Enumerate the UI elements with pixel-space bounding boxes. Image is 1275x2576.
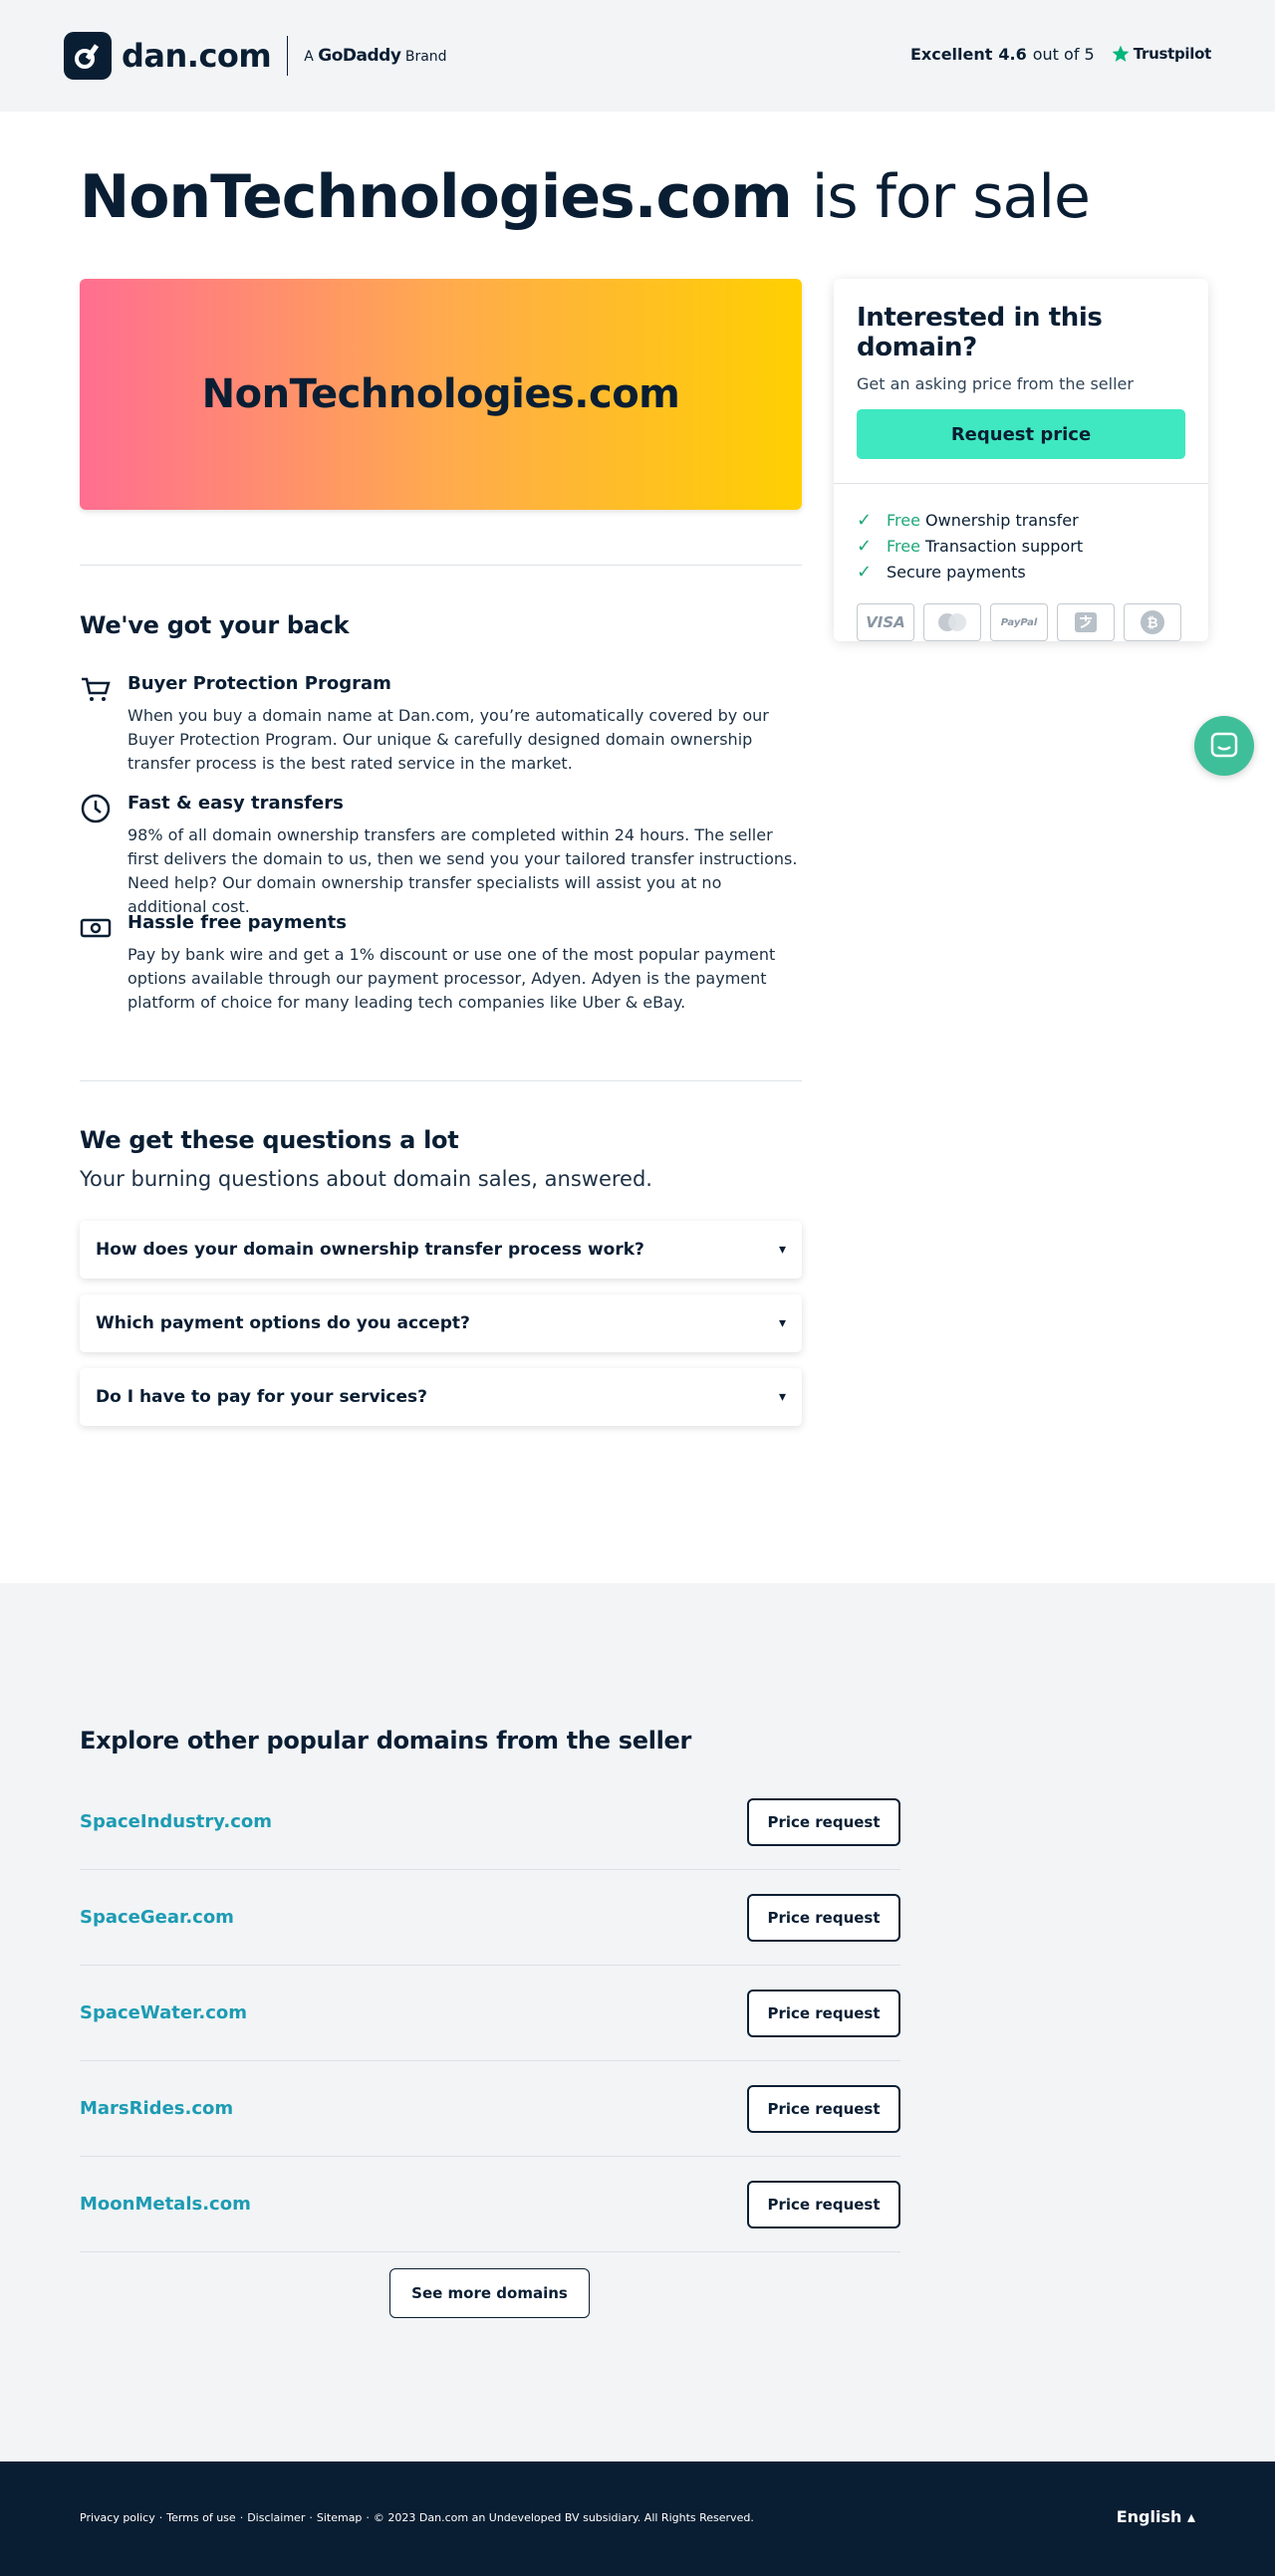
chevron-down-icon: ▾	[778, 1389, 786, 1405]
section-divider	[80, 565, 802, 566]
feature-text: Ownership transfer	[925, 511, 1079, 530]
trustpilot-rating[interactable]	[910, 44, 1211, 64]
chat-button[interactable]	[1194, 716, 1254, 776]
feature-hassle-free-payments	[80, 912, 802, 1015]
star-icon	[1111, 44, 1131, 64]
brand-name: GoDaddy	[318, 46, 401, 66]
godaddy-brand	[304, 46, 446, 66]
check-icon: ✓	[857, 562, 873, 583]
faq-item[interactable]	[80, 1294, 802, 1352]
price-request-button[interactable]: Price request	[747, 1894, 900, 1942]
price-request-button[interactable]: Price request	[747, 1990, 900, 2037]
feature-fast-transfers	[80, 793, 802, 919]
main-content	[0, 112, 1275, 1583]
see-more-domains-button[interactable]: See more domains	[389, 2268, 590, 2318]
domain-link[interactable]: SpaceWater.com	[80, 2002, 247, 2023]
banner-domain: NonTechnologies.com	[201, 371, 680, 417]
caret-up-icon: ▴	[1186, 2507, 1195, 2526]
trustpilot-logo	[1111, 44, 1211, 64]
faq-question: Which payment options do you accept?	[96, 1313, 470, 1333]
rating-label: Excellent	[909, 44, 993, 64]
domain-row	[80, 1966, 900, 2061]
title-domain: NonTechnologies.com	[80, 162, 792, 232]
copyright: © 2023 Dan.com an Undeveloped BV subsidiary. All Rights Reserved.	[373, 2511, 754, 2524]
brand-prefix: A	[304, 49, 314, 65]
cash-icon	[80, 912, 112, 944]
chevron-down-icon: ▾	[778, 1242, 786, 1258]
feature-title: Buyer Protection Program	[128, 673, 391, 694]
domain-link[interactable]: MarsRides.com	[80, 2098, 234, 2119]
feature-transaction-support	[857, 534, 1185, 560]
privacy-link[interactable]: Privacy policy	[80, 2511, 155, 2524]
explore-title: Explore other popular domains from the seller	[80, 1727, 692, 1755]
chevron-down-icon: ▾	[778, 1315, 786, 1331]
language-label: English	[1116, 2507, 1182, 2526]
feature-buyer-protection	[80, 673, 802, 776]
footer-links	[80, 2511, 754, 2524]
request-price-button[interactable]: Request price	[857, 409, 1185, 459]
trustpilot-text: Trustpilot	[1133, 45, 1211, 63]
feature-body: When you buy a domain name at Dan.com, you’re automatically covered by our Buyer Protection Program. Our unique & carefully designed domain ownership transfer process is the best rated service in the market.	[128, 706, 769, 773]
bitcoin-symbol: ₿	[1141, 610, 1164, 634]
section-divider	[80, 1080, 802, 1081]
logo-divider	[287, 36, 288, 76]
sitemap-link[interactable]: Sitemap	[316, 2511, 363, 2524]
card-features	[834, 484, 1208, 585]
site-header	[0, 0, 1275, 112]
title-suffix: is for sale	[811, 162, 1090, 232]
feature-text: Secure payments	[887, 563, 1026, 582]
alipay-icon	[1057, 603, 1115, 641]
faq-question: How does your domain ownership transfer process work?	[96, 1240, 644, 1260]
domain-row	[80, 1870, 900, 1966]
feature-body: Pay by bank wire and get a 1% discount or use one of the most popular payment options available through our payment processor, Adyen. Adyen is the payment platform of choice for many leading tech companies like Uber & eBay.	[128, 945, 776, 1012]
brand-suffix: Brand	[404, 49, 447, 65]
feature-title: Hassle free payments	[128, 912, 347, 933]
card-subtitle: Get an asking price from the seller	[857, 374, 1134, 393]
interest-card	[834, 279, 1208, 641]
price-request-button[interactable]: Price request	[747, 2085, 900, 2133]
faq-item[interactable]	[80, 1368, 802, 1426]
visa-label: VISA	[866, 613, 905, 631]
clock-icon	[80, 793, 112, 824]
free-label: Free	[887, 511, 920, 530]
site-footer	[0, 2461, 1275, 2576]
explore-section	[0, 1583, 1275, 2461]
page-title	[80, 161, 1090, 233]
footer-separator: ·	[309, 2511, 313, 2524]
domain-banner	[80, 279, 802, 510]
mastercard-icon	[923, 603, 981, 641]
footer-separator: ·	[158, 2511, 163, 2524]
disclaimer-link[interactable]: Disclaimer	[247, 2511, 306, 2524]
terms-link[interactable]: Terms of use	[166, 2511, 236, 2524]
free-label: Free	[887, 537, 920, 556]
language-selector[interactable]	[1117, 2507, 1195, 2526]
feature-title: Fast & easy transfers	[128, 793, 344, 814]
domain-link[interactable]: SpaceGear.com	[80, 1907, 234, 1928]
faq-subtitle: Your burning questions about domain sales, answered.	[80, 1167, 652, 1191]
payment-icons	[834, 585, 1208, 641]
domain-row	[80, 2157, 900, 2252]
price-request-button[interactable]: Price request	[747, 2181, 900, 2228]
rating-value: 4.6	[998, 44, 1027, 64]
check-icon: ✓	[857, 510, 873, 531]
feature-body: 98% of all domain ownership transfers are completed within 24 hours. The seller first delivers the domain to us, then we send you your tailored transfer instructions. Need help? Our domain ownership transfer specialists will assist you at no additional cost.	[128, 825, 798, 916]
faq-item[interactable]	[80, 1221, 802, 1279]
domain-row	[80, 1774, 900, 1870]
paypal-icon	[990, 603, 1048, 641]
feature-text: Transaction support	[925, 537, 1084, 556]
domain-link[interactable]: MoonMetals.com	[80, 2194, 251, 2215]
visa-icon	[857, 603, 914, 641]
bitcoin-icon	[1124, 603, 1181, 641]
logo-text: dan.com	[122, 37, 272, 75]
footer-separator: ·	[239, 2511, 244, 2524]
paypal-label: PayPal	[1000, 616, 1038, 628]
faq-title: We get these questions a lot	[80, 1126, 459, 1154]
back-title: We've got your back	[80, 611, 350, 639]
rating-out-of: out of 5	[1032, 44, 1095, 64]
dan-logo-icon	[64, 32, 112, 80]
cart-icon	[80, 673, 112, 705]
chat-icon	[1209, 731, 1239, 761]
price-request-button[interactable]: Price request	[747, 1798, 900, 1846]
check-icon: ✓	[857, 536, 873, 557]
feature-secure-payments	[857, 560, 1185, 585]
card-title: Interested in this domain?	[857, 303, 1103, 362]
footer-separator: ·	[366, 2511, 370, 2524]
feature-ownership-transfer	[857, 508, 1185, 534]
faq-question: Do I have to pay for your services?	[96, 1387, 427, 1407]
domain-row	[80, 2061, 900, 2157]
domain-link[interactable]: SpaceIndustry.com	[80, 1811, 272, 1832]
dan-logo[interactable]	[64, 32, 447, 80]
